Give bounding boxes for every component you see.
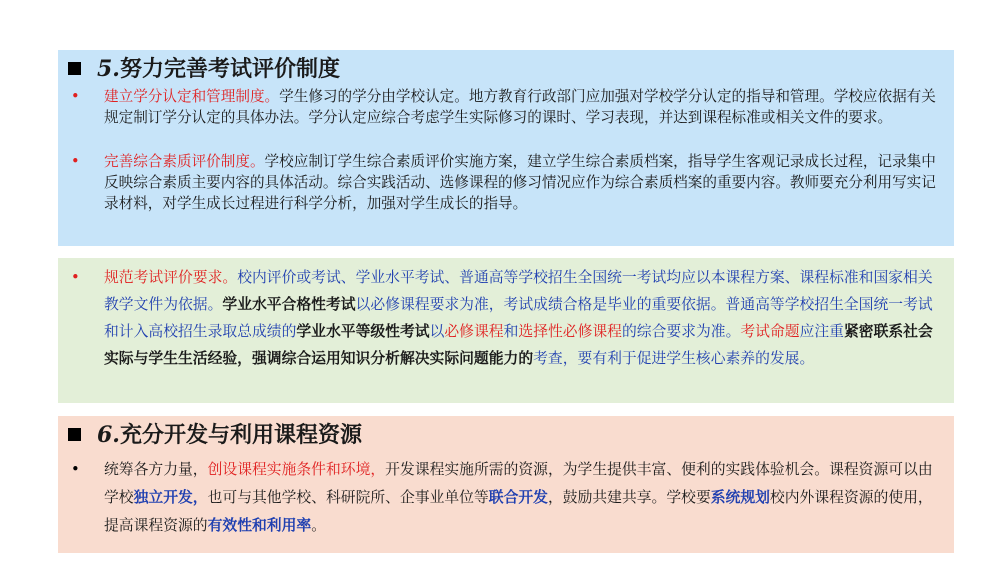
requirement-text: 的综合要求为准。 xyxy=(621,323,741,340)
section-5-title: 努力完善考试评价制度 xyxy=(119,56,340,82)
comprehensive-evaluation-heading: 完善综合素质评价制度。 xyxy=(104,153,265,170)
joint-development-term: 联合开发 xyxy=(488,489,548,506)
grade-exam-term: 学业水平等级性考试 xyxy=(296,323,430,340)
emphasis-text: 应注重 xyxy=(799,323,844,340)
core-literacy-text: 考查，要有利于促进学生核心素养的发展。 xyxy=(533,350,815,367)
exam-requirements-bullet xyxy=(104,264,940,372)
conditions-term: 创设课程实施条件和环境， xyxy=(207,461,386,478)
resource-text: 。 xyxy=(311,517,326,534)
square-bullet-icon xyxy=(68,62,81,75)
credit-recognition-bullet xyxy=(104,86,940,128)
resource-text: 也可与其他学校、科研院所、企事业单位等 xyxy=(207,489,489,506)
section-5-panel xyxy=(58,50,954,246)
exam-requirements-panel xyxy=(58,258,954,403)
section-6-number: 6. xyxy=(97,422,120,448)
real-life-emphasis-text: 紧密联系社会实际与学生生活经验，强调综合运用知识分析解决实际问题能力的 xyxy=(104,323,933,367)
credit-recognition-text: 学生修习的学分由学校认定。地方教育行政部门应加强对学校学分认定的指导和管理。学校应依据有关规定制订学分认定的具体办法。学分认定应综合考虑学生实际修习的课时、学习表现，并达到课程标准或相关文件的要求。 xyxy=(104,88,936,126)
connector-text: 和 xyxy=(503,323,519,340)
exam-proposition-term: 考试命题 xyxy=(740,323,800,340)
exam-basis-text: 校内评价或考试、学业水平考试、普通高等学校招生全国统一考试均应以本课程方案、课程标准和国家相关教学文件为依据。 xyxy=(104,269,933,313)
resource-text: 统筹各方力量， xyxy=(104,461,208,478)
resource-text: ，鼓励共建共享。学校要 xyxy=(547,489,711,506)
qualification-exam-term: 学业水平合格性考试 xyxy=(222,296,356,313)
connector-text: 以 xyxy=(429,323,445,340)
effectiveness-term: 有效性和利用率 xyxy=(207,517,312,534)
compulsory-course-term: 必修课程 xyxy=(444,323,504,340)
independent-development-term: 独立开发， xyxy=(133,489,208,506)
section-6-heading xyxy=(68,422,362,448)
comprehensive-evaluation-text: 学校应制订学生综合素质评价实施方案，建立学生综合素质档案，指导学生客观记录成长过程，记录集中反映综合素质主要内容的具体活动。综合实践活动、选修课程的修习情况应作为综合素质档案的重要内容。教师要充分利用写实记录材料，对学生成长过程进行科学分析，加强对学生成长的指导。 xyxy=(104,153,936,212)
section-5-number: 5. xyxy=(97,56,120,82)
systematic-planning-term: 系统规划 xyxy=(710,489,770,506)
section-6-panel xyxy=(58,416,954,553)
graduation-basis-text: 以必修课程要求为准，考试成绩合格是毕业的重要依据。普通高等学校招生全国统一考试和计入高校招生录取总成绩的 xyxy=(104,296,933,340)
selective-compulsory-term: 选择性必修课程 xyxy=(518,323,622,340)
comprehensive-evaluation-bullet xyxy=(104,151,940,214)
course-resources-bullet xyxy=(104,456,940,540)
credit-recognition-heading: 建立学分认定和管理制度。 xyxy=(104,88,280,105)
section-5-heading xyxy=(68,56,340,82)
resource-text: 开发课程实施所需的资源，为学生提供丰富、便利的实践体验机会。课程资源可以由学校 xyxy=(104,461,933,506)
square-bullet-icon xyxy=(68,428,81,441)
exam-requirements-heading: 规范考试评价要求。 xyxy=(104,269,238,286)
section-6-title: 充分开发与利用课程资源 xyxy=(119,422,362,448)
resource-text: 校内外课程资源的使用，提高课程资源的 xyxy=(104,489,933,534)
